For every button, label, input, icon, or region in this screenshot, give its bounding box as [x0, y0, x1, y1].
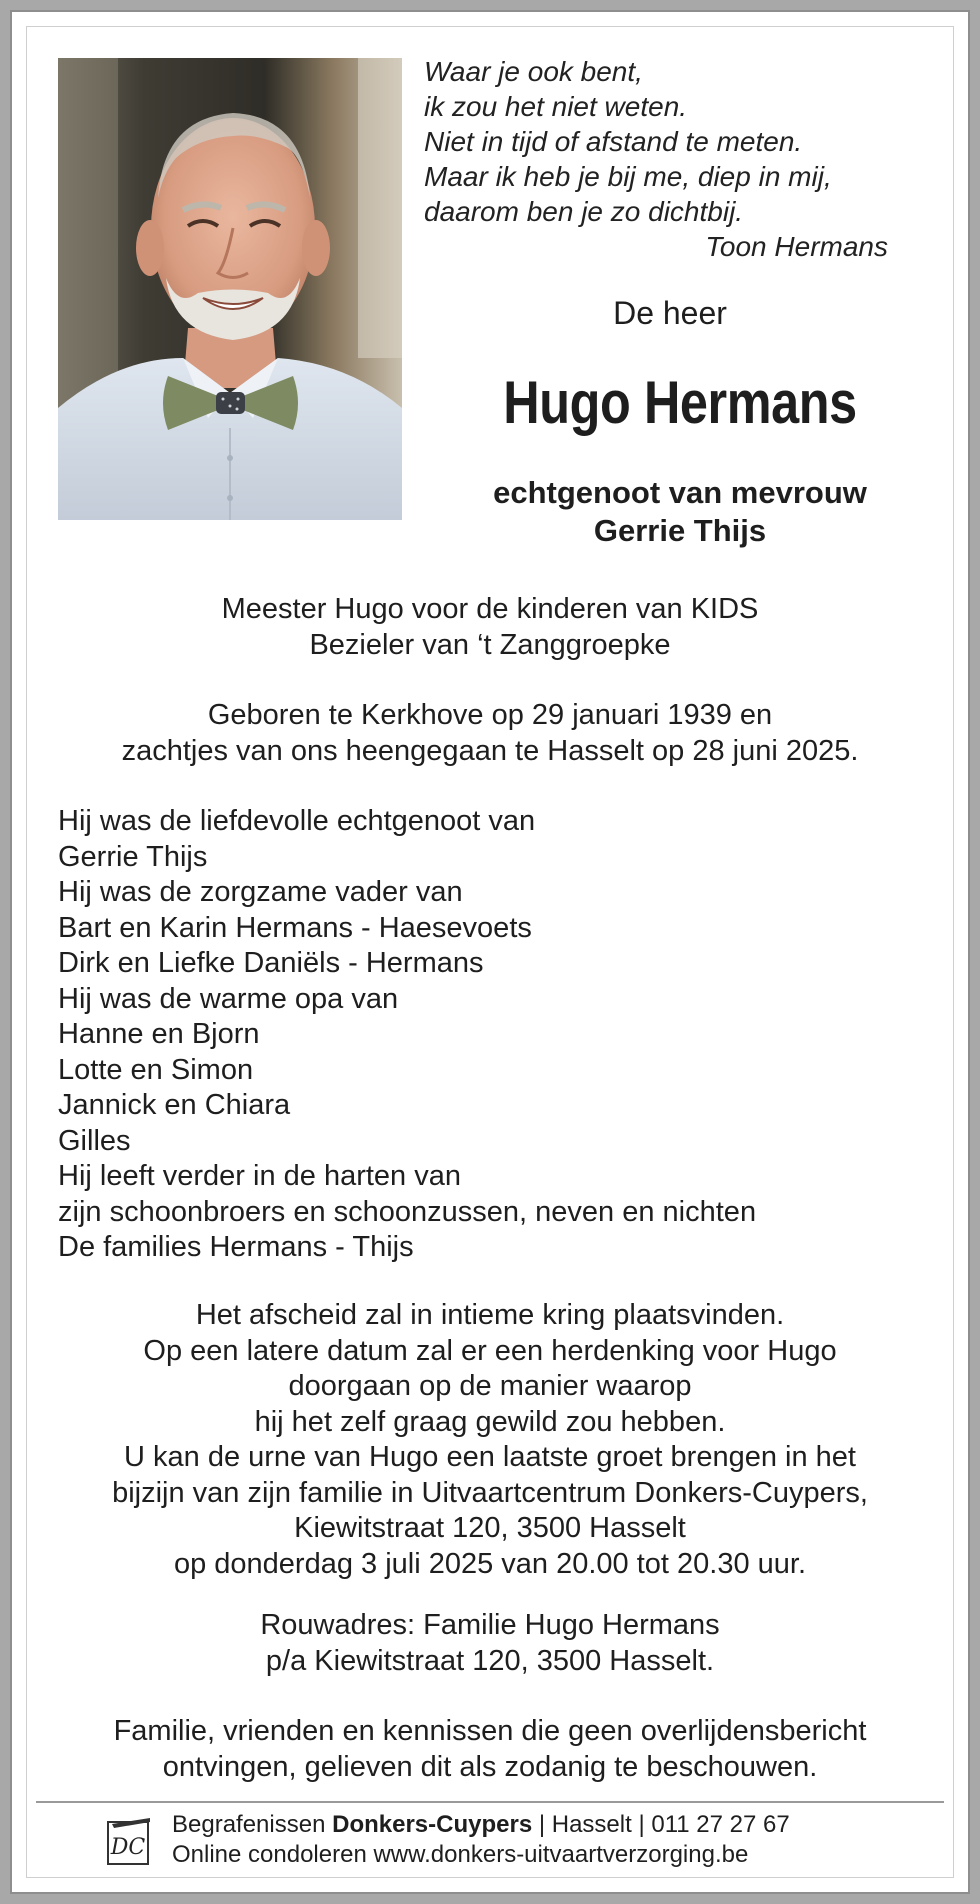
roles — [58, 592, 922, 663]
date-line: zachtjes van ons heengegaan te Hasselt op 28 juni 2025. — [121, 734, 859, 767]
farewell-line: op donderdag 3 juli 2025 van 20.00 tot 20.30 uur. — [173, 1547, 807, 1580]
address-line: p/a Kiewitstraat 120, 3500 Hasselt. — [265, 1644, 715, 1677]
family-line: Hij leeft verder in de harten van — [58, 1160, 461, 1192]
notice — [58, 1714, 922, 1785]
farewell-info — [58, 1298, 922, 1582]
farewell-line: bijzijn van zijn familie in Uitvaartcentrum Donkers-Cuypers, — [112, 1476, 868, 1509]
poem-line: daarom ben je zo dichtbij. — [424, 196, 744, 227]
farewell-line: Kiewitstraat 120, 3500 Hasselt — [294, 1512, 686, 1544]
family-list — [58, 804, 922, 1266]
family-line: Hij was de zorgzame vader van — [58, 876, 463, 908]
poem — [424, 54, 894, 264]
poem-line: Niet in tijd of afstand te meten. — [424, 126, 803, 157]
farewell-line: Op een latere datum zal er een herdenking voor Hugo — [143, 1334, 837, 1367]
footer-line-1 — [172, 1810, 790, 1840]
footer-prefix: Begrafenissen — [172, 1811, 333, 1838]
family-line: De families Hermans - Thijs — [58, 1231, 414, 1263]
notice-line: Familie, vrienden en kennissen die geen overlijdensbericht — [113, 1715, 867, 1747]
role-line: Bezieler van ‘t Zanggroepke — [309, 628, 671, 661]
logo-monogram: DC — [110, 1835, 146, 1860]
family-line: Hij was de warme opa van — [58, 982, 399, 1015]
farewell-line: hij het zelf graag gewild zou hebben. — [254, 1405, 726, 1438]
family-line: Lotte en Simon — [58, 1053, 254, 1086]
footer-location: | Hasselt | — [532, 1811, 652, 1838]
spouse-line: echtgenoot van mevrouw — [493, 475, 867, 510]
farewell-line: Het afscheid zal in intieme kring plaatsvinden. — [195, 1299, 785, 1331]
family-line: Hij was de liefdevolle echtgenoot van — [58, 805, 536, 837]
poem-line: Maar ik heb je bij me, diep in mij, — [424, 161, 832, 192]
footer-phone: 011 27 27 67 — [651, 1811, 790, 1838]
mourning-address — [58, 1608, 922, 1679]
address-line: Rouwadres: Familie Hugo Hermans — [260, 1609, 720, 1641]
role-line: Meester Hugo voor de kinderen van KIDS — [221, 593, 759, 625]
family-line: zijn schoonbroers en schoonzussen, neven en nichten — [58, 1195, 757, 1228]
family-line: Jannick en Chiara — [58, 1089, 291, 1121]
salutation: De heer — [613, 295, 727, 331]
poem-line: ik zou het niet weten. — [424, 91, 688, 122]
spouse-name: Gerrie Thijs — [593, 513, 767, 548]
family-line: Gilles — [58, 1124, 131, 1157]
footer-company: Donkers-Cuypers — [332, 1811, 533, 1838]
family-line: Gerrie Thijs — [58, 840, 208, 873]
footer-line-2[interactable]: Online condoleren www.donkers-uitvaartverzorging.be — [172, 1841, 749, 1868]
date-line: Geboren te Kerkhove op 29 januari 1939 en — [207, 699, 773, 731]
family-line: Dirk en Liefke Daniëls - Hermans — [58, 947, 484, 979]
farewell-line: doorgaan op de manier waarop — [288, 1370, 692, 1402]
deceased-name: Hugo Hermans — [503, 369, 857, 436]
footer-divider — [36, 1801, 944, 1803]
life-dates — [58, 698, 922, 769]
portrait-photo — [58, 58, 402, 520]
spouse-info — [420, 474, 940, 550]
poem-author: Toon Hermans — [705, 231, 888, 262]
poem-line: Waar je ook bent, — [424, 56, 643, 87]
family-line: Bart en Karin Hermans - Haesevoets — [58, 911, 532, 944]
family-line: Hanne en Bjorn — [58, 1018, 260, 1050]
notice-line: ontvingen, gelieven dit als zodanig te beschouwen. — [162, 1750, 818, 1783]
footer-text — [172, 1810, 790, 1870]
funeral-home-logo — [106, 1816, 154, 1868]
farewell-line: U kan de urne van Hugo een laatste groet brengen in het — [124, 1441, 856, 1473]
